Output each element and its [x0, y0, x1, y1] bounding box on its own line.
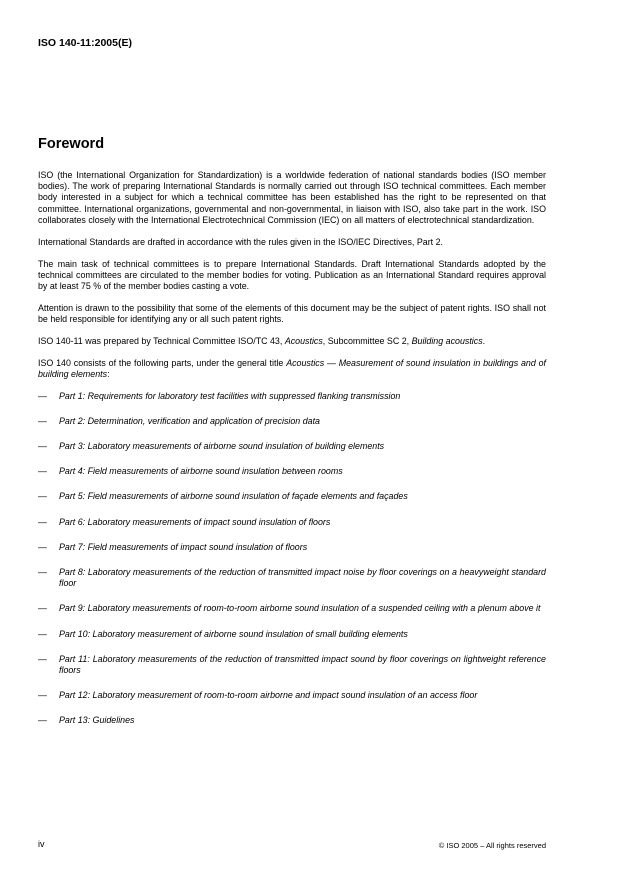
part-title: Part 9: Laboratory measurements of room-to-room airborne sound insulation of a suspended ceiling with a plenum above it — [59, 603, 541, 614]
list-item — [38, 603, 546, 614]
list-dash: — — [38, 516, 47, 527]
part-title: Part 5: Field measurements of airborne sound insulation of façade elements and façades — [59, 491, 408, 502]
list-item — [38, 416, 546, 427]
parts-list — [38, 391, 546, 727]
list-item — [38, 466, 546, 477]
prepared-by-text: . — [482, 335, 486, 346]
foreword-body — [38, 170, 546, 741]
list-dash: — — [38, 603, 47, 614]
list-dash: — — [38, 541, 47, 552]
subcommittee-name: Building acoustics — [411, 335, 483, 346]
part-title: Part 10: Laboratory measurement of airborne sound insulation of small building elements — [59, 628, 408, 639]
paragraph-parts-intro — [38, 358, 546, 380]
part-title: Part 12: Laboratory measurement of room-to-room airborne and impact sound insulation of an access floor — [59, 690, 478, 701]
list-item — [38, 567, 546, 589]
committee-name: Acoustics — [284, 335, 323, 346]
part-title: Part 3: Laboratory measurements of airborne sound insulation of building elements — [59, 440, 385, 451]
list-dash: — — [38, 390, 47, 401]
list-item — [38, 654, 546, 676]
list-dash: — — [38, 715, 47, 726]
document-id: ISO 140-11:2005(E) — [38, 37, 132, 49]
part-title: Part 8: Laboratory measurements of the reduction of transmitted impact noise by floor coverings on a heavyweight standard floor — [59, 566, 546, 589]
paragraph-committee-task: The main task of technical committees is to prepare International Standards. Draft International Standards adopted by the technical committees are circulated to the member bodies for voting. Publication as an International Standard requires approval by at least 75 % of the member bodies casting a vote. — [38, 258, 546, 292]
list-item — [38, 690, 546, 701]
page-number: iv — [38, 839, 45, 849]
list-dash: — — [38, 440, 47, 451]
list-item — [38, 391, 546, 402]
page-title: Foreword — [38, 136, 105, 152]
part-title: Part 6: Laboratory measurements of impact sound insulation of floors — [59, 516, 331, 527]
paragraph-prepared-by — [38, 336, 546, 347]
list-item — [38, 491, 546, 502]
list-dash: — — [38, 415, 47, 426]
prepared-by-text: ISO 140-11 was prepared by Technical Committee ISO/TC 43, — [38, 335, 285, 346]
list-item — [38, 517, 546, 528]
list-item — [38, 441, 546, 452]
general-title: Acoustics — Measurement of sound insulation in buildings and of building elements — [38, 357, 547, 379]
prepared-by-text: , Subcommittee SC 2, — [322, 335, 412, 346]
part-title: Part 11: Laboratory measurements of the reduction of transmitted impact sound by floor coverings on lightweight reference floors — [59, 653, 546, 675]
parts-intro-text: ISO 140 consists of the following parts, under the general title — [38, 357, 287, 368]
paragraph-iso-intro: ISO (the International Organization for Standardization) is a worldwide federation of national standards bodies (ISO member bodies). The work of preparing International Standards is normally carried out through ISO technical committees. Each member body interested in a subject for which a technical committee has been established has the right to be represented on that committee. International organizations, governmental and non-governmental, in liaison with ISO, also take part in the work. ISO collaborates closely with the International Electrotechnical Commission (IEC) on all matters of electrotechnical standardization. — [38, 170, 546, 225]
part-title: Part 13: Guidelines — [59, 715, 135, 726]
paragraph-patent-notice: Attention is drawn to the possibility that some of the elements of this document may be the subject of patent rights. ISO shall not be held responsible for identifying any or all such patent rights. — [38, 303, 546, 325]
list-dash: — — [38, 566, 47, 577]
list-item — [38, 542, 546, 553]
part-title: Part 4: Field measurements of airborne sound insulation between rooms — [59, 466, 343, 477]
part-title: Part 2: Determination, verification and application of precision data — [59, 415, 320, 426]
list-dash: — — [38, 653, 47, 664]
part-title: Part 7: Field measurements of impact sound insulation of floors — [59, 541, 308, 552]
parts-intro-text: : — [107, 368, 110, 379]
list-item — [38, 629, 546, 640]
list-dash: — — [38, 628, 47, 639]
list-item — [38, 715, 546, 726]
part-title: Part 1: Requirements for laboratory test facilities with suppressed flanking transmission — [59, 390, 401, 401]
list-dash: — — [38, 466, 47, 477]
paragraph-directives: International Standards are drafted in accordance with the rules given in the ISO/IEC Directives, Part 2. — [38, 236, 444, 247]
list-dash: — — [38, 491, 47, 502]
copyright-notice: © ISO 2005 – All rights reserved — [438, 841, 546, 850]
list-dash: — — [38, 690, 47, 701]
